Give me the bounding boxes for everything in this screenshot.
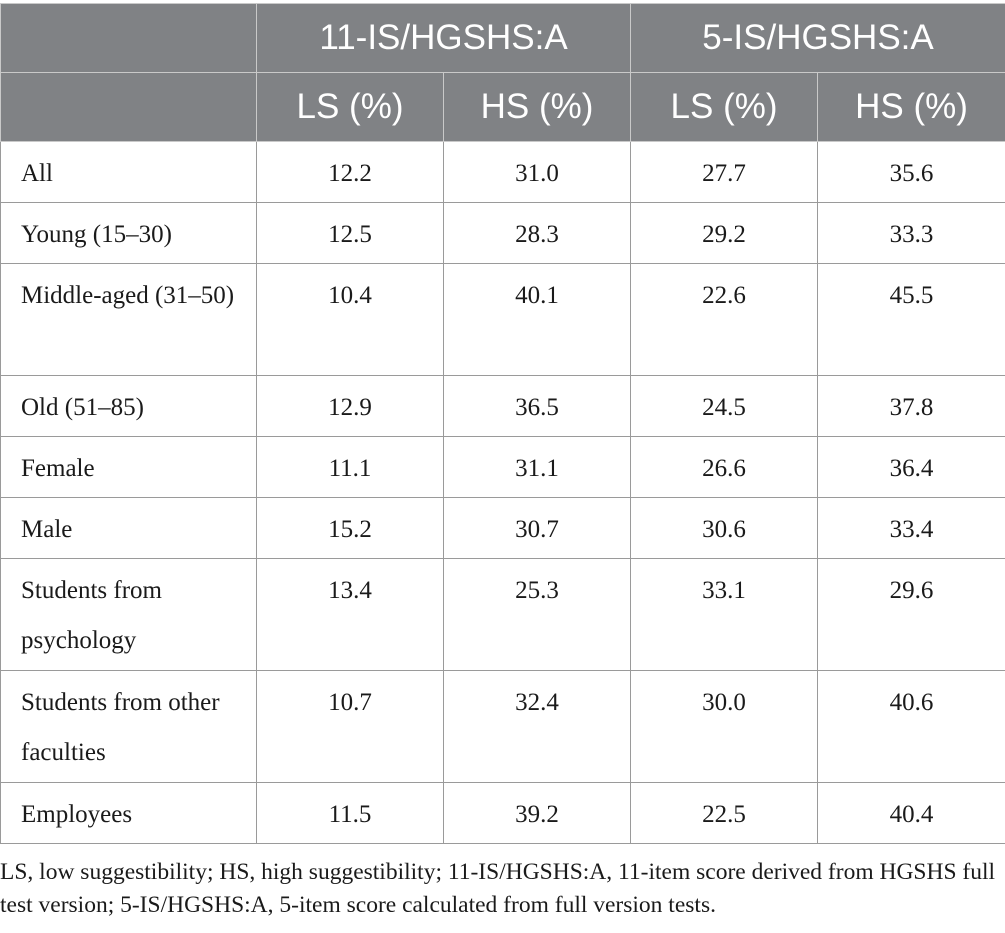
suggestibility-table — [0, 3, 1005, 844]
header-sub-row — [1, 73, 1005, 142]
row-label: Students from other faculties — [1, 671, 257, 783]
cell-hs-5: 33.4 — [818, 498, 1005, 559]
cell-hs-11: 39.2 — [444, 783, 631, 844]
cell-ls-11: 11.5 — [257, 783, 444, 844]
table-row — [1, 559, 1005, 671]
cell-hs-5: 35.6 — [818, 142, 1005, 203]
header-hs-5: HS (%) — [818, 73, 1005, 142]
cell-ls-11: 15.2 — [257, 498, 444, 559]
cell-ls-5: 30.6 — [631, 498, 818, 559]
row-label: Students from psychology — [1, 559, 257, 671]
table-row — [1, 142, 1005, 203]
cell-ls-11: 13.4 — [257, 559, 444, 671]
cell-ls-11: 12.2 — [257, 142, 444, 203]
cell-hs-5: 40.6 — [818, 671, 1005, 783]
header-group-5-item: 5-IS/HGSHS:A — [631, 4, 1005, 73]
table-row — [1, 783, 1005, 844]
header-ls-11: LS (%) — [257, 73, 444, 142]
header-group-row — [1, 4, 1005, 73]
header-group-11-item: 11-IS/HGSHS:A — [257, 4, 631, 73]
cell-ls-5: 22.6 — [631, 264, 818, 376]
row-label: Young (15–30) — [1, 203, 257, 264]
cell-ls-5: 26.6 — [631, 437, 818, 498]
header-corner-cell — [1, 4, 257, 73]
header-ls-5: LS (%) — [631, 73, 818, 142]
table-row — [1, 264, 1005, 376]
table-row — [1, 437, 1005, 498]
row-label: Middle-aged (31–50) — [1, 264, 257, 376]
cell-ls-5: 24.5 — [631, 376, 818, 437]
cell-hs-11: 32.4 — [444, 671, 631, 783]
table-row — [1, 376, 1005, 437]
row-label: Old (51–85) — [1, 376, 257, 437]
cell-ls-11: 10.7 — [257, 671, 444, 783]
table-row — [1, 671, 1005, 783]
cell-ls-11: 12.5 — [257, 203, 444, 264]
cell-hs-5: 36.4 — [818, 437, 1005, 498]
cell-hs-5: 29.6 — [818, 559, 1005, 671]
header-hs-11: HS (%) — [444, 73, 631, 142]
header-corner-cell-lower — [1, 73, 257, 142]
row-label: Female — [1, 437, 257, 498]
table-row — [1, 498, 1005, 559]
row-label: All — [1, 142, 257, 203]
cell-hs-11: 25.3 — [444, 559, 631, 671]
cell-hs-11: 30.7 — [444, 498, 631, 559]
cell-hs-11: 36.5 — [444, 376, 631, 437]
cell-hs-5: 33.3 — [818, 203, 1005, 264]
table-footnote: LS, low suggestibility; HS, high suggestibility; 11-IS/HGSHS:A, 11-item score derived from HGSHS full test version; 5-IS/HGSHS:A, 5-item score calculated from full version tests. — [0, 859, 996, 918]
cell-hs-11: 31.0 — [444, 142, 631, 203]
cell-ls-5: 22.5 — [631, 783, 818, 844]
cell-ls-11: 10.4 — [257, 264, 444, 376]
row-label: Male — [1, 498, 257, 559]
cell-ls-11: 12.9 — [257, 376, 444, 437]
cell-hs-5: 37.8 — [818, 376, 1005, 437]
cell-hs-5: 45.5 — [818, 264, 1005, 376]
table-body — [1, 142, 1005, 844]
cell-hs-11: 31.1 — [444, 437, 631, 498]
cell-ls-5: 33.1 — [631, 559, 818, 671]
cell-ls-11: 11.1 — [257, 437, 444, 498]
cell-hs-11: 28.3 — [444, 203, 631, 264]
cell-hs-5: 40.4 — [818, 783, 1005, 844]
cell-ls-5: 29.2 — [631, 203, 818, 264]
cell-hs-11: 40.1 — [444, 264, 631, 376]
cell-ls-5: 30.0 — [631, 671, 818, 783]
table-header — [1, 4, 1005, 142]
table-row — [1, 203, 1005, 264]
row-label: Employees — [1, 783, 257, 844]
cell-ls-5: 27.7 — [631, 142, 818, 203]
